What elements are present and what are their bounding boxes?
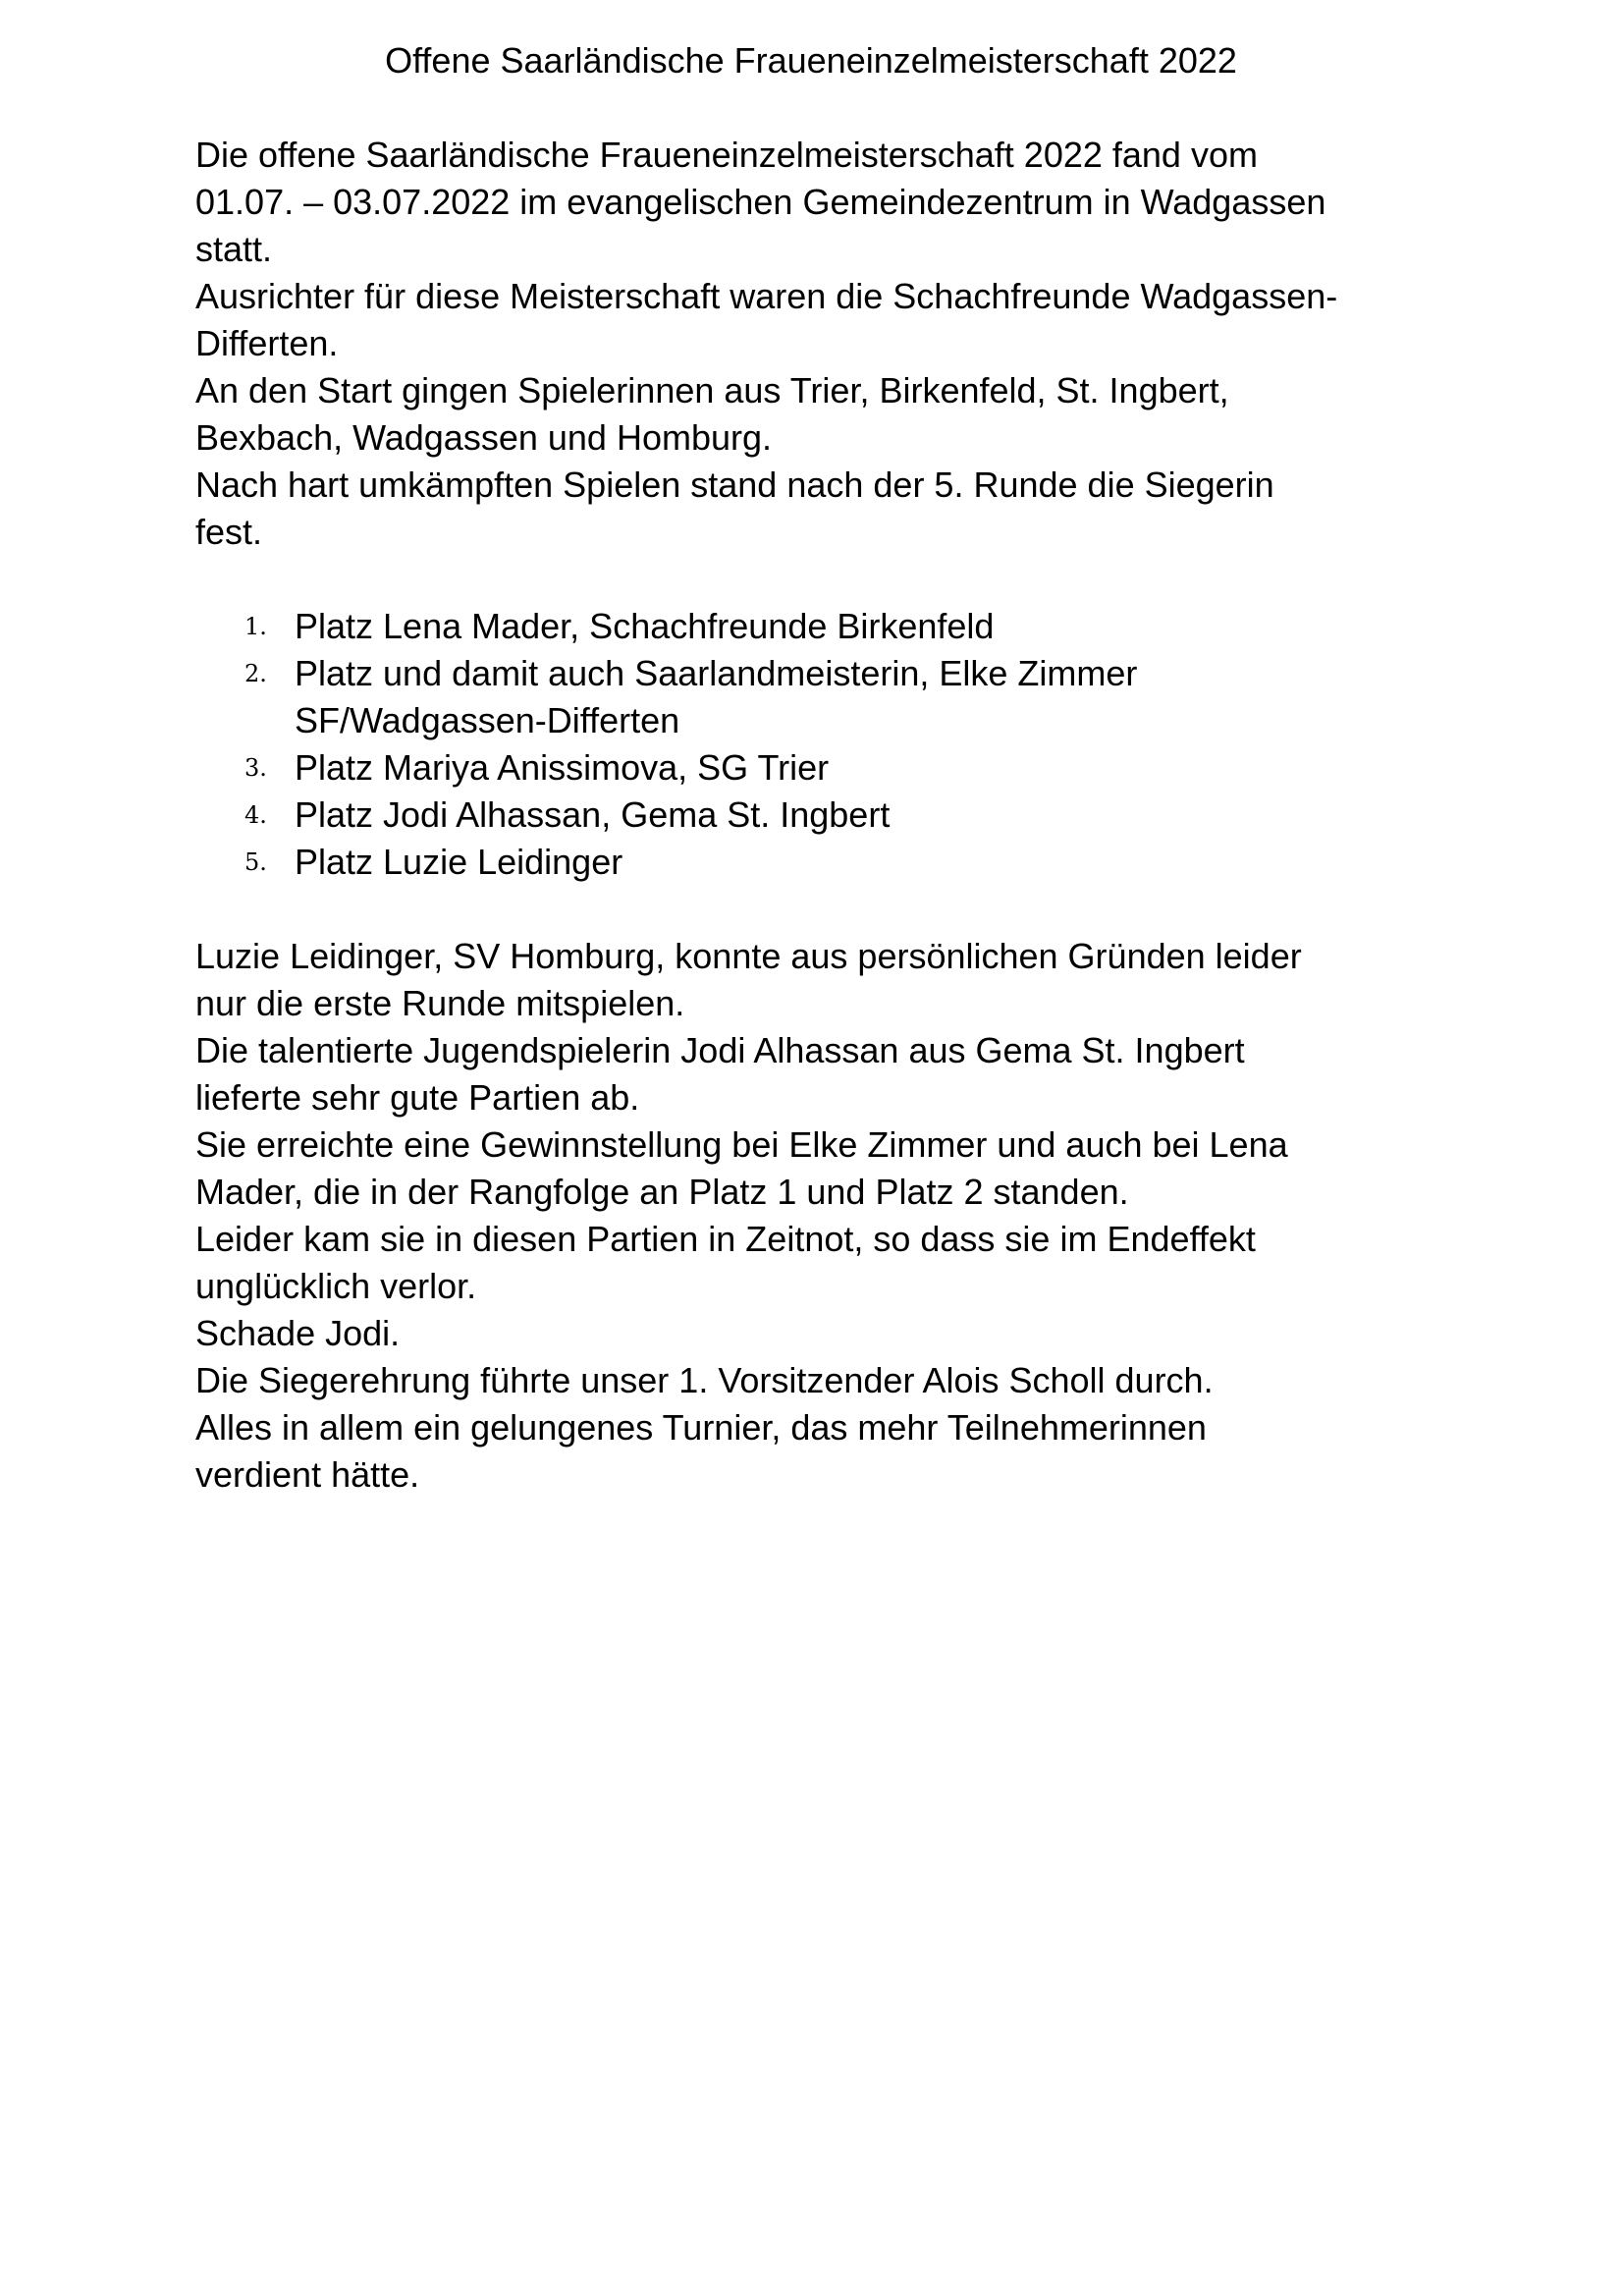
intro-line: Ausrichter für diese Meisterschaft waren die Schachfreunde Wadgassen-	[195, 276, 1338, 316]
outro-line: Sie erreichte eine Gewinnstellung bei Elke Zimmer und auch bei Lena	[195, 1124, 1288, 1165]
ranking-item	[195, 744, 1462, 792]
intro-line: An den Start gingen Spielerinnen aus Trier, Birkenfeld, St. Ingbert,	[195, 370, 1229, 410]
intro-line: Differten.	[195, 323, 339, 363]
intro-line: 01.07. – 03.07.2022 im evangelischen Gemeindezentrum in Wadgassen	[195, 182, 1326, 222]
outro-line: Die Siegerehrung führte unser 1. Vorsitzender Alois Scholl durch.	[195, 1360, 1214, 1400]
document-title: Offene Saarländische Fraueneinzelmeisterschaft 2022	[385, 40, 1237, 81]
ranking-number: 2.	[244, 660, 267, 687]
ranking-text: Platz und damit auch Saarlandmeisterin, Elke Zimmer	[295, 653, 1138, 693]
outro-line: Schade Jodi.	[195, 1313, 401, 1353]
ranking-text: Platz Lena Mader, Schachfreunde Birkenfeld	[295, 606, 995, 646]
ranking-number: 1.	[244, 613, 267, 640]
intro-line: Nach hart umkämpften Spielen stand nach der 5. Runde die Siegerin	[195, 465, 1274, 505]
ranking-number: 4.	[244, 801, 267, 829]
outro-line: Mader, die in der Rangfolge an Platz 1 und Platz 2 standen.	[195, 1172, 1129, 1212]
ranking-item	[195, 839, 1462, 886]
ranking-text: SF/Wadgassen-Differten	[295, 700, 680, 740]
outro-line: Leider kam sie in diesen Partien in Zeitnot, so dass sie im Endeffekt	[195, 1219, 1256, 1259]
outro-line: Alles in allem ein gelungenes Turnier, das mehr Teilnehmerinnen	[195, 1407, 1207, 1448]
outro-line: verdient hätte.	[195, 1454, 420, 1495]
outro-line: unglücklich verlor.	[195, 1266, 477, 1306]
outro-line: nur die erste Runde mitspielen.	[195, 983, 685, 1023]
intro-line: statt.	[195, 229, 273, 269]
ranking-text: Platz Jodi Alhassan, Gema St. Ingbert	[295, 794, 891, 835]
outro-line: lieferte sehr gute Partien ab.	[195, 1077, 640, 1118]
ranking-item	[195, 603, 1462, 650]
outro-line: Luzie Leidinger, SV Homburg, konnte aus persönlichen Gründen leider	[195, 936, 1302, 976]
intro-line: fest.	[195, 512, 263, 552]
outro-line: Die talentierte Jugendspielerin Jodi Alhassan aus Gema St. Ingbert	[195, 1030, 1245, 1070]
ranking-number: 3.	[244, 754, 267, 782]
intro-paragraph	[195, 132, 1462, 556]
intro-line: Bexbach, Wadgassen und Homburg.	[195, 417, 773, 458]
intro-line: Die offene Saarländische Fraueneinzelmeisterschaft 2022 fand vom	[195, 135, 1258, 175]
outro-paragraph	[195, 933, 1462, 1499]
ranking-item	[195, 792, 1462, 839]
ranking-number: 5.	[244, 848, 267, 876]
ranking-text: Platz Luzie Leidinger	[295, 842, 623, 882]
ranking-item	[195, 650, 1462, 744]
ranking-list	[195, 603, 1462, 886]
ranking-text: Platz Mariya Anissimova, SG Trier	[295, 747, 830, 788]
